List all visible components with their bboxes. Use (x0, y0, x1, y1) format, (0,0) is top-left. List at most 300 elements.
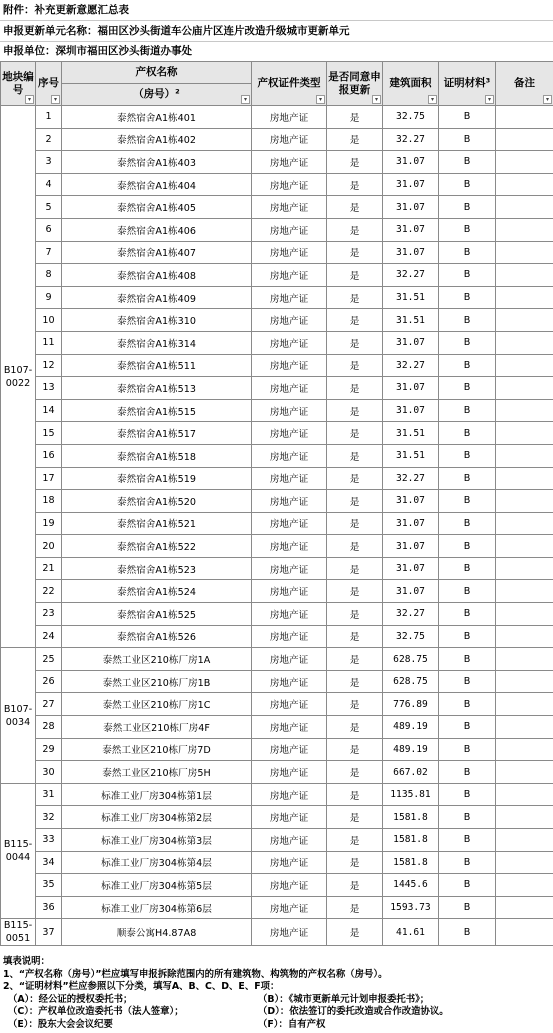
instructions-option: （F）：自有产权 (258, 1018, 326, 1030)
cell-seq[interactable]: 13 (36, 377, 62, 400)
cell-remark[interactable] (496, 286, 553, 309)
cell-name[interactable]: 标准工业厂房304栋第4层 (62, 851, 252, 874)
col-header-room-label: （房号）² (133, 88, 180, 100)
cell-cert-type[interactable]: 房地产证 (252, 128, 327, 151)
filter-dropdown-icon[interactable]: ▾ (485, 95, 494, 104)
cell-seq[interactable]: 25 (36, 648, 62, 671)
cell-area[interactable]: 31.07 (383, 241, 439, 264)
cell-area[interactable]: 32.27 (383, 354, 439, 377)
cell-proof[interactable]: B (439, 196, 496, 219)
cell-cert-type[interactable]: 房地产证 (252, 490, 327, 513)
cell-remark[interactable] (496, 377, 553, 400)
cell-proof[interactable]: B (439, 557, 496, 580)
cell-area[interactable]: 32.27 (383, 603, 439, 626)
cell-seq[interactable]: 28 (36, 716, 62, 739)
cell-seq[interactable]: 3 (36, 151, 62, 174)
cell-name[interactable]: 泰然工业区210栋厂房1C (62, 693, 252, 716)
cell-area[interactable]: 31.07 (383, 399, 439, 422)
cell-cert-type[interactable]: 房地产证 (252, 377, 327, 400)
filter-dropdown-icon[interactable]: ▾ (543, 95, 552, 104)
cell-proof[interactable]: B (439, 331, 496, 354)
col-header-proof[interactable] (439, 62, 496, 106)
cell-name[interactable]: 泰然宿舍A1栋314 (62, 331, 252, 354)
cell-proof[interactable]: B (439, 286, 496, 309)
cell-remark[interactable] (496, 580, 553, 603)
filter-dropdown-icon[interactable]: ▾ (316, 95, 325, 104)
cell-agree[interactable]: 是 (327, 331, 383, 354)
cell-remark[interactable] (496, 783, 553, 806)
cell-name[interactable]: 标准工业厂房304栋第6层 (62, 896, 252, 919)
cell-name[interactable]: 泰然宿舍A1栋522 (62, 535, 252, 558)
cell-remark[interactable] (496, 106, 553, 129)
cell-remark[interactable] (496, 670, 553, 693)
cell-cert-type[interactable]: 房地产证 (252, 444, 327, 467)
cell-cert-type[interactable]: 房地产证 (252, 874, 327, 897)
cell-agree[interactable]: 是 (327, 399, 383, 422)
filter-dropdown-icon[interactable]: ▾ (428, 95, 437, 104)
col-header-block-label: 地块编号 (2, 70, 34, 96)
table-row (1, 851, 553, 874)
cell-proof[interactable]: B (439, 580, 496, 603)
cell-cert-type[interactable]: 房地产证 (252, 761, 327, 784)
cell-agree[interactable]: 是 (327, 625, 383, 648)
cell-cert-type[interactable]: 房地产证 (252, 738, 327, 761)
attachment-title: 附件：补充更新意愿汇总表 (0, 0, 553, 21)
cell-seq[interactable]: 5 (36, 196, 62, 219)
cell-remark[interactable] (496, 829, 553, 852)
cell-area[interactable]: 1581.8 (383, 829, 439, 852)
cell-agree[interactable]: 是 (327, 896, 383, 919)
cell-agree[interactable]: 是 (327, 716, 383, 739)
cell-name[interactable]: 泰然宿舍A1栋518 (62, 444, 252, 467)
cell-agree[interactable]: 是 (327, 512, 383, 535)
table-row (1, 535, 553, 558)
cell-area[interactable]: 31.07 (383, 377, 439, 400)
cell-agree[interactable]: 是 (327, 354, 383, 377)
cell-area[interactable]: 31.07 (383, 173, 439, 196)
col-header-agree[interactable] (327, 62, 383, 106)
cell-remark[interactable] (496, 648, 553, 671)
cell-area[interactable]: 628.75 (383, 670, 439, 693)
cell-name[interactable]: 泰然宿舍A1栋310 (62, 309, 252, 332)
table-row (1, 557, 553, 580)
cell-cert-type[interactable]: 房地产证 (252, 829, 327, 852)
cell-proof[interactable]: B (439, 128, 496, 151)
cell-seq[interactable]: 2 (36, 128, 62, 151)
cell-proof[interactable]: B (439, 377, 496, 400)
cell-name[interactable]: 泰然宿舍A1栋409 (62, 286, 252, 309)
cell-cert-type[interactable]: 房地产证 (252, 241, 327, 264)
cell-cert-type[interactable]: 房地产证 (252, 196, 327, 219)
cell-proof[interactable]: B (439, 693, 496, 716)
cell-agree[interactable]: 是 (327, 422, 383, 445)
cell-name[interactable]: 泰然工业区210栋厂房1A (62, 648, 252, 671)
cell-remark[interactable] (496, 603, 553, 626)
cell-proof[interactable]: B (439, 490, 496, 513)
cell-cert-type[interactable]: 房地产证 (252, 354, 327, 377)
cell-remark[interactable] (496, 151, 553, 174)
cell-area[interactable]: 489.19 (383, 738, 439, 761)
cell-agree[interactable]: 是 (327, 490, 383, 513)
cell-agree[interactable]: 是 (327, 106, 383, 129)
table-row (1, 490, 553, 513)
cell-remark[interactable] (496, 218, 553, 241)
cell-agree[interactable]: 是 (327, 806, 383, 829)
cell-agree[interactable]: 是 (327, 241, 383, 264)
cell-area[interactable]: 1135.81 (383, 783, 439, 806)
cell-remark[interactable] (496, 399, 553, 422)
cell-seq[interactable]: 16 (36, 444, 62, 467)
cell-area[interactable]: 31.51 (383, 309, 439, 332)
cell-area[interactable]: 31.07 (383, 151, 439, 174)
cell-seq[interactable]: 8 (36, 264, 62, 287)
cell-area[interactable]: 667.02 (383, 761, 439, 784)
cell-cert-type[interactable]: 房地产证 (252, 512, 327, 535)
cell-cert-type[interactable]: 房地产证 (252, 806, 327, 829)
cell-remark[interactable] (496, 512, 553, 535)
cell-proof[interactable]: B (439, 806, 496, 829)
cell-seq[interactable]: 37 (36, 919, 62, 946)
cell-name[interactable]: 泰然宿舍A1栋525 (62, 603, 252, 626)
cell-seq[interactable]: 34 (36, 851, 62, 874)
cell-name[interactable]: 泰然宿舍A1栋517 (62, 422, 252, 445)
cell-area[interactable]: 31.07 (383, 557, 439, 580)
col-header-block[interactable] (1, 62, 36, 106)
cell-agree[interactable]: 是 (327, 557, 383, 580)
col-header-room[interactable] (62, 84, 252, 106)
cell-area[interactable]: 31.07 (383, 218, 439, 241)
cell-remark[interactable] (496, 264, 553, 287)
cell-proof[interactable]: B (439, 512, 496, 535)
cell-cert-type[interactable]: 房地产证 (252, 309, 327, 332)
cell-name[interactable]: 泰然宿舍A1栋405 (62, 196, 252, 219)
cell-name[interactable]: 泰然宿舍A1栋523 (62, 557, 252, 580)
cell-remark[interactable] (496, 196, 553, 219)
cell-block-code[interactable]: B107-0022 (1, 106, 36, 648)
cell-agree[interactable]: 是 (327, 829, 383, 852)
cell-agree[interactable]: 是 (327, 761, 383, 784)
cell-proof[interactable]: B (439, 241, 496, 264)
cell-name[interactable]: 泰然宿舍A1栋526 (62, 625, 252, 648)
cell-remark[interactable] (496, 557, 553, 580)
table-row (1, 625, 553, 648)
col-header-name (62, 62, 252, 84)
cell-name[interactable]: 泰然宿舍A1栋402 (62, 128, 252, 151)
cell-name[interactable]: 顺泰公寓H4.87A8 (62, 919, 252, 946)
cell-proof[interactable]: B (439, 467, 496, 490)
cell-proof[interactable]: B (439, 783, 496, 806)
cell-remark[interactable] (496, 422, 553, 445)
cell-name[interactable]: 泰然宿舍A1栋403 (62, 151, 252, 174)
cell-name[interactable]: 泰然工业区210栋厂房4F (62, 716, 252, 739)
cell-agree[interactable]: 是 (327, 603, 383, 626)
cell-cert-type[interactable]: 房地产证 (252, 331, 327, 354)
cell-cert-type[interactable]: 房地产证 (252, 851, 327, 874)
cell-name[interactable]: 泰然宿舍A1栋521 (62, 512, 252, 535)
cell-cert-type[interactable]: 房地产证 (252, 218, 327, 241)
cell-proof[interactable]: B (439, 151, 496, 174)
cell-proof[interactable]: B (439, 670, 496, 693)
cell-agree[interactable]: 是 (327, 309, 383, 332)
cell-area[interactable]: 31.07 (383, 196, 439, 219)
cell-remark[interactable] (496, 241, 553, 264)
cell-area[interactable]: 32.75 (383, 625, 439, 648)
cell-seq[interactable]: 30 (36, 761, 62, 784)
cell-cert-type[interactable]: 房地产证 (252, 580, 327, 603)
cell-area[interactable]: 31.07 (383, 580, 439, 603)
cell-cert-type[interactable]: 房地产证 (252, 264, 327, 287)
cell-area[interactable]: 1581.8 (383, 851, 439, 874)
cell-name[interactable]: 泰然宿舍A1栋519 (62, 467, 252, 490)
cell-name[interactable]: 泰然宿舍A1栋515 (62, 399, 252, 422)
cell-seq[interactable]: 12 (36, 354, 62, 377)
cell-agree[interactable]: 是 (327, 535, 383, 558)
cell-cert-type[interactable]: 房地产证 (252, 467, 327, 490)
filter-dropdown-icon[interactable]: ▾ (51, 95, 60, 104)
cell-name[interactable]: 泰然工业区210栋厂房1B (62, 670, 252, 693)
cell-seq[interactable]: 19 (36, 512, 62, 535)
cell-agree[interactable]: 是 (327, 286, 383, 309)
filter-dropdown-icon[interactable]: ▾ (241, 95, 250, 104)
cell-cert-type[interactable]: 房地产证 (252, 535, 327, 558)
cell-seq[interactable]: 29 (36, 738, 62, 761)
cell-remark[interactable] (496, 331, 553, 354)
cell-remark[interactable] (496, 625, 553, 648)
cell-agree[interactable]: 是 (327, 196, 383, 219)
cell-agree[interactable]: 是 (327, 874, 383, 897)
cell-area[interactable]: 31.07 (383, 331, 439, 354)
table-row (1, 467, 553, 490)
cell-cert-type[interactable]: 房地产证 (252, 603, 327, 626)
cell-remark[interactable] (496, 354, 553, 377)
cell-agree[interactable]: 是 (327, 738, 383, 761)
cell-proof[interactable]: B (439, 851, 496, 874)
cell-agree[interactable]: 是 (327, 851, 383, 874)
cell-area[interactable]: 628.75 (383, 648, 439, 671)
cell-cert-type[interactable]: 房地产证 (252, 648, 327, 671)
cell-agree[interactable]: 是 (327, 151, 383, 174)
cell-proof[interactable]: B (439, 896, 496, 919)
cell-cert-type[interactable]: 房地产证 (252, 557, 327, 580)
cell-proof[interactable]: B (439, 354, 496, 377)
cell-proof[interactable]: B (439, 309, 496, 332)
instructions (0, 956, 553, 1032)
cell-proof[interactable]: B (439, 829, 496, 852)
cell-cert-type[interactable]: 房地产证 (252, 173, 327, 196)
cell-area[interactable]: 32.27 (383, 264, 439, 287)
cell-name[interactable]: 标准工业厂房304栋第3层 (62, 829, 252, 852)
cell-proof[interactable]: B (439, 218, 496, 241)
cell-proof[interactable]: B (439, 603, 496, 626)
cell-proof[interactable]: B (439, 106, 496, 129)
cell-remark[interactable] (496, 693, 553, 716)
cell-cert-type[interactable]: 房地产证 (252, 106, 327, 129)
cell-area[interactable]: 41.61 (383, 919, 439, 946)
cell-seq[interactable]: 18 (36, 490, 62, 513)
cell-seq[interactable]: 14 (36, 399, 62, 422)
cell-area[interactable]: 1445.6 (383, 874, 439, 897)
cell-seq[interactable]: 32 (36, 806, 62, 829)
filter-dropdown-icon[interactable]: ▾ (372, 95, 381, 104)
cell-agree[interactable]: 是 (327, 128, 383, 151)
cell-agree[interactable]: 是 (327, 377, 383, 400)
cell-agree[interactable]: 是 (327, 173, 383, 196)
cell-cert-type[interactable]: 房地产证 (252, 286, 327, 309)
cell-remark[interactable] (496, 738, 553, 761)
cell-area[interactable]: 32.27 (383, 128, 439, 151)
cell-name[interactable]: 泰然宿舍A1栋407 (62, 241, 252, 264)
cell-agree[interactable]: 是 (327, 444, 383, 467)
cell-proof[interactable]: B (439, 648, 496, 671)
cell-seq[interactable]: 20 (36, 535, 62, 558)
cell-proof[interactable]: B (439, 264, 496, 287)
cell-seq[interactable]: 21 (36, 557, 62, 580)
cell-remark[interactable] (496, 761, 553, 784)
cell-seq[interactable]: 23 (36, 603, 62, 626)
table-row (1, 806, 553, 829)
cell-remark[interactable] (496, 919, 553, 946)
col-header-cert-type[interactable] (252, 62, 327, 106)
cell-seq[interactable]: 26 (36, 670, 62, 693)
cell-remark[interactable] (496, 128, 553, 151)
cell-name[interactable]: 泰然宿舍A1栋404 (62, 173, 252, 196)
cell-name[interactable]: 泰然宿舍A1栋513 (62, 377, 252, 400)
cell-proof[interactable]: B (439, 738, 496, 761)
cell-cert-type[interactable]: 房地产证 (252, 422, 327, 445)
cell-name[interactable]: 标准工业厂房304栋第1层 (62, 783, 252, 806)
cell-seq[interactable]: 36 (36, 896, 62, 919)
cell-area[interactable]: 1593.73 (383, 896, 439, 919)
cell-cert-type[interactable]: 房地产证 (252, 625, 327, 648)
cell-seq[interactable]: 1 (36, 106, 62, 129)
cell-area[interactable]: 32.27 (383, 467, 439, 490)
cell-name[interactable]: 泰然宿舍A1栋401 (62, 106, 252, 129)
cell-area[interactable]: 776.89 (383, 693, 439, 716)
cell-name[interactable]: 标准工业厂房304栋第2层 (62, 806, 252, 829)
cell-cert-type[interactable]: 房地产证 (252, 716, 327, 739)
cell-cert-type[interactable]: 房地产证 (252, 399, 327, 422)
table-row (1, 106, 553, 129)
cell-proof[interactable]: B (439, 716, 496, 739)
table-row (1, 738, 553, 761)
table-row (1, 286, 553, 309)
cell-name[interactable]: 泰然宿舍A1栋406 (62, 218, 252, 241)
cell-area[interactable]: 31.07 (383, 512, 439, 535)
table-row (1, 693, 553, 716)
cell-area[interactable]: 31.07 (383, 490, 439, 513)
cell-area[interactable]: 31.07 (383, 535, 439, 558)
cell-proof[interactable]: B (439, 535, 496, 558)
cell-cert-type[interactable]: 房地产证 (252, 670, 327, 693)
cell-agree[interactable]: 是 (327, 783, 383, 806)
cell-agree[interactable]: 是 (327, 693, 383, 716)
cell-remark[interactable] (496, 467, 553, 490)
cell-block-code[interactable]: B107-0034 (1, 648, 36, 784)
cell-name[interactable]: 泰然宿舍A1栋408 (62, 264, 252, 287)
cell-proof[interactable]: B (439, 919, 496, 946)
cell-remark[interactable] (496, 851, 553, 874)
cell-block-code[interactable]: B115-0051 (1, 919, 36, 946)
cell-agree[interactable]: 是 (327, 264, 383, 287)
cell-proof[interactable]: B (439, 625, 496, 648)
cell-seq[interactable]: 24 (36, 625, 62, 648)
cell-seq[interactable]: 22 (36, 580, 62, 603)
cell-proof[interactable]: B (439, 399, 496, 422)
cell-area[interactable]: 32.75 (383, 106, 439, 129)
table-row (1, 173, 553, 196)
cell-cert-type[interactable]: 房地产证 (252, 693, 327, 716)
cell-remark[interactable] (496, 444, 553, 467)
cell-remark[interactable] (496, 490, 553, 513)
cell-area[interactable]: 31.51 (383, 444, 439, 467)
cell-seq[interactable]: 6 (36, 218, 62, 241)
cell-proof[interactable]: B (439, 874, 496, 897)
cell-cert-type[interactable]: 房地产证 (252, 919, 327, 946)
cell-area[interactable]: 31.51 (383, 422, 439, 445)
cell-area[interactable]: 1581.8 (383, 806, 439, 829)
cell-agree[interactable]: 是 (327, 919, 383, 946)
cell-agree[interactable]: 是 (327, 467, 383, 490)
cell-block-code[interactable]: B115-0044 (1, 783, 36, 919)
cell-seq[interactable]: 10 (36, 309, 62, 332)
cell-seq[interactable]: 7 (36, 241, 62, 264)
cell-cert-type[interactable]: 房地产证 (252, 151, 327, 174)
cell-name[interactable]: 泰然工业区210栋厂房7D (62, 738, 252, 761)
cell-cert-type[interactable]: 房地产证 (252, 896, 327, 919)
table-row (1, 377, 553, 400)
cell-seq[interactable]: 33 (36, 829, 62, 852)
col-header-area[interactable] (383, 62, 439, 106)
col-header-remark[interactable] (496, 62, 553, 106)
cell-area[interactable]: 31.51 (383, 286, 439, 309)
cell-remark[interactable] (496, 173, 553, 196)
cell-name[interactable]: 泰然工业区210栋厂房5H (62, 761, 252, 784)
cell-agree[interactable]: 是 (327, 670, 383, 693)
col-header-seq[interactable] (36, 62, 62, 106)
cell-remark[interactable] (496, 896, 553, 919)
cell-seq[interactable]: 31 (36, 783, 62, 806)
cell-agree[interactable]: 是 (327, 648, 383, 671)
cell-seq[interactable]: 15 (36, 422, 62, 445)
cell-area[interactable]: 489.19 (383, 716, 439, 739)
cell-remark[interactable] (496, 309, 553, 332)
cell-name[interactable]: 标准工业厂房304栋第5层 (62, 874, 252, 897)
cell-seq[interactable]: 35 (36, 874, 62, 897)
cell-agree[interactable]: 是 (327, 580, 383, 603)
cell-seq[interactable]: 4 (36, 173, 62, 196)
cell-remark[interactable] (496, 716, 553, 739)
cell-name[interactable]: 泰然宿舍A1栋511 (62, 354, 252, 377)
cell-name[interactable]: 泰然宿舍A1栋524 (62, 580, 252, 603)
cell-proof[interactable]: B (439, 422, 496, 445)
cell-proof[interactable]: B (439, 761, 496, 784)
cell-seq[interactable]: 11 (36, 331, 62, 354)
cell-seq[interactable]: 27 (36, 693, 62, 716)
col-header-area-label: 建筑面积 (389, 77, 432, 89)
filter-dropdown-icon[interactable]: ▾ (25, 95, 34, 104)
cell-remark[interactable] (496, 874, 553, 897)
cell-name[interactable]: 泰然宿舍A1栋520 (62, 490, 252, 513)
cell-seq[interactable]: 9 (36, 286, 62, 309)
cell-proof[interactable]: B (439, 173, 496, 196)
cell-proof[interactable]: B (439, 444, 496, 467)
cell-seq[interactable]: 17 (36, 467, 62, 490)
instructions-option: （B）：《城市更新单元计划申报委托书》； (258, 993, 430, 1005)
cell-cert-type[interactable]: 房地产证 (252, 783, 327, 806)
cell-agree[interactable]: 是 (327, 218, 383, 241)
cell-remark[interactable] (496, 535, 553, 558)
cell-remark[interactable] (496, 806, 553, 829)
